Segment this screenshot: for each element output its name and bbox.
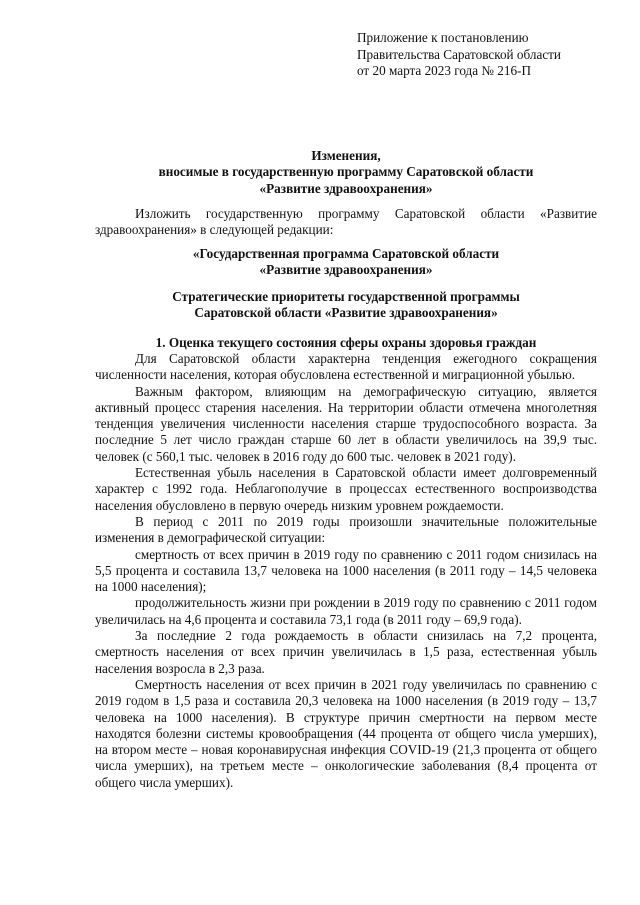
appendix-line: от 20 марта 2023 года № 216-П [357, 63, 531, 78]
priorities-title-line: Стратегические приоритеты государственной программы [172, 289, 520, 304]
paragraph: В период с 2011 по 2019 годы произошли значительные положительные изменения в демографической ситуации: [95, 513, 597, 546]
program-title-line: «Развитие здравоохранения» [259, 262, 433, 278]
title-line: «Развитие здравоохранения» [259, 180, 433, 196]
body-text [95, 351, 597, 791]
appendix-line: Приложение к постановлению [357, 30, 529, 45]
paragraph: За последние 2 года рождаемость в области снизилась на 7,2 процента, смертность населения от всех причин увеличилась в 1,5 раза, естественная убыль населения возросла в 2,3 раза. [95, 628, 597, 676]
program-title [95, 246, 597, 279]
paragraph: Смертность населения от всех причин в 2021 году увеличилась по сравнению с 2019 годом в 1,5 раза и составила 20,3 человека на 1000 населения (в 2019 году – 13,7 человека на 1000 населения). В структуре причин смертности на первом месте находятся болезни системы кровообращения (44 процента от общего числа умерших), на втором месте – новая коронавирусная инфекция COVID-19 (21,3 процента от общего числа умерших), на третьем месте – онкологические заболевания (8,4 процента от общего числа умерших). [95, 676, 597, 790]
document-title [95, 148, 597, 197]
title-line: вносимые в государственную программу Саратовской области [158, 164, 534, 180]
paragraph: Важным фактором, влияющим на демографическую ситуацию, является активный процесс старения населения. На территории области отмечена многолетняя тенденция увеличения численности населения старше трудоспособного возраста. За последние 5 лет число граждан старше 60 лет в области увеличилось на 39,9 тыс. человек (с 560,1 тыс. человек в 2016 году до 600 тыс. человек в 2021 году). [95, 383, 597, 464]
paragraph: смертность от всех причин в 2019 году по сравнению с 2011 годом снизилась на 5,5 процента и составила 13,7 человека на 1000 населения (в 2011 году – 14,5 человека на 1000 населения); [95, 546, 597, 595]
paragraph: Для Саратовской области характерна тенденция ежегодного сокращения численности населения, которая обусловлена естественной и миграционной убылью. [95, 351, 597, 383]
priorities-title [95, 289, 597, 322]
paragraph: продолжительность жизни при рождении в 2019 году по сравнению с 2011 годом увеличилась на 4,6 процента и составила 73,1 года (в 2011 году – 69,9 года). [95, 595, 597, 627]
appendix-reference [357, 30, 561, 80]
priorities-title-line: Саратовской области «Развитие здравоохранения» [194, 305, 498, 321]
appendix-line: Правительства Саратовской области [357, 46, 561, 62]
paragraph: Естественная убыль населения в Саратовской области имеет долговременный характер с 1992 года. Неблагополучие в процессах естественного воспроизводства населения обусловлено в первую очередь низким уровнем рождаемости. [95, 465, 597, 513]
title-line: Изменения, [311, 148, 381, 163]
program-title-line: «Государственная программа Саратовской области [192, 246, 500, 261]
section-heading: 1. Оценка текущего состояния сферы охраны здоровья граждан [155, 335, 537, 350]
intro-paragraph: Изложить государственную программу Саратовской области «Развитие здравоохранения» в следующей редакции: [95, 206, 597, 238]
